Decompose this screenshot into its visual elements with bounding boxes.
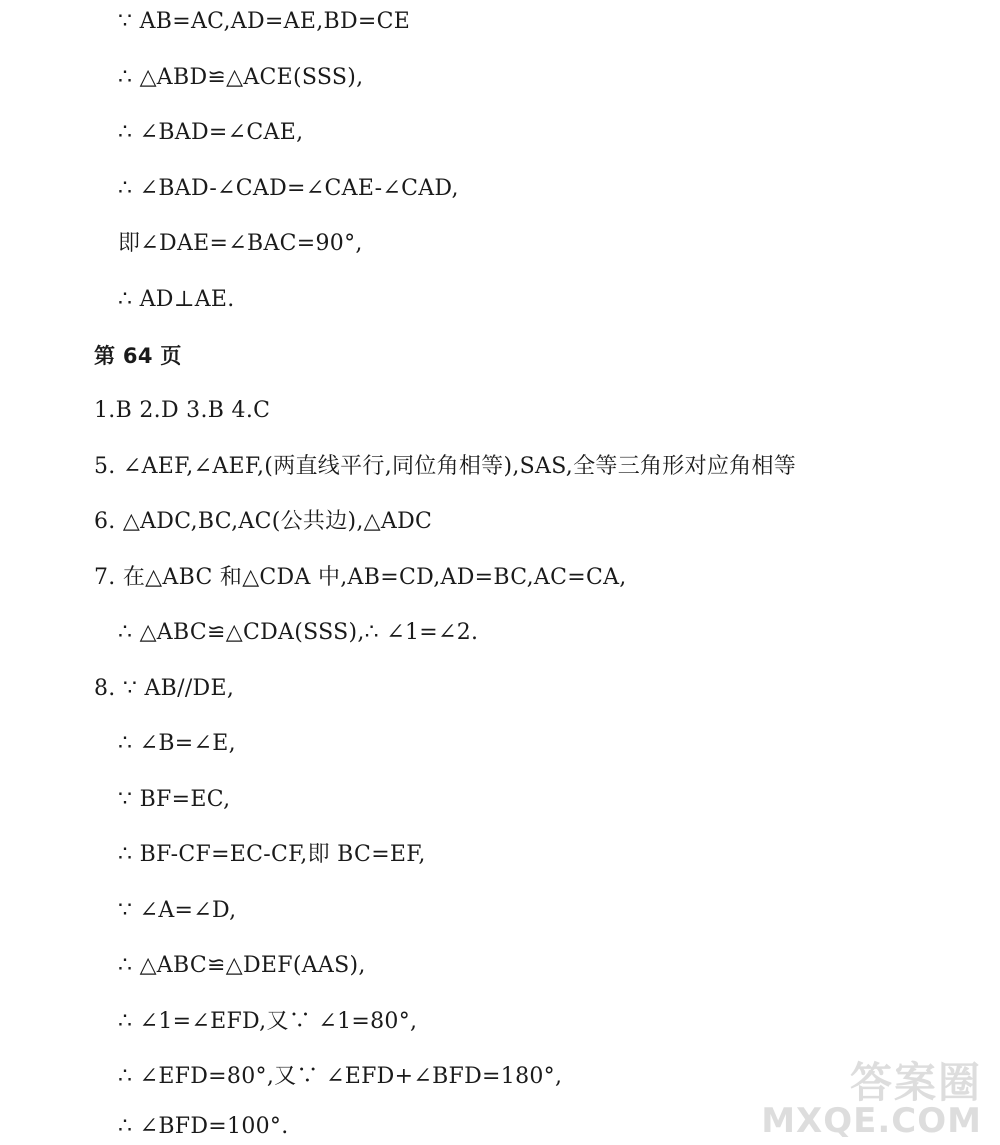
watermark-brand-text: 答案圈 <box>849 1058 982 1107</box>
watermark-logo <box>761 1050 982 1145</box>
proof-line-4: ∴ ∠BAD-∠CAD=∠CAE-∠CAD, <box>118 176 459 201</box>
answer-7: 7. 在△ABC 和△CDA 中,AB=CD,AD=BC,AC=CA, <box>94 565 627 590</box>
answer-8: 8. ∵ AB//DE, <box>94 676 235 701</box>
answer-8-line-4: ∴ BF-CF=EC-CF,即 BC=EF, <box>118 842 426 867</box>
answer-8-line-9: ∴ ∠BFD=100°. <box>118 1114 289 1139</box>
answer-8-line-6: ∴ △ABC≌△DEF(AAS), <box>118 953 366 978</box>
answer-7-cont: ∴ △ABC≌△CDA(SSS),∴ ∠1=∠2. <box>118 620 479 645</box>
proof-line-3: ∴ ∠BAD=∠CAE, <box>118 120 304 145</box>
answer-8-line-5: ∵ ∠A=∠D, <box>118 898 237 923</box>
answer-8-line-7: ∴ ∠1=∠EFD,又∵ ∠1=80°, <box>118 1009 418 1034</box>
answer-8-line-8: ∴ ∠EFD=80°,又∵ ∠EFD+∠BFD=180°, <box>118 1064 563 1089</box>
answer-8-line-2: ∴ ∠B=∠E, <box>118 731 236 756</box>
answer-1-4: 1.B 2.D 3.B 4.C <box>94 398 271 423</box>
answer-6: 6. △ADC,BC,AC(公共边),△ADC <box>94 509 433 534</box>
proof-line-5: 即∠DAE=∠BAC=90°, <box>118 231 363 256</box>
page-heading: 第 64 页 <box>94 344 182 368</box>
proof-line-1: ∵ AB=AC,AD=AE,BD=CE <box>118 9 411 34</box>
watermark-domain-text: MXQE.COM <box>761 1101 982 1141</box>
proof-line-6: ∴ AD⊥AE. <box>118 287 235 312</box>
answer-8-line-3: ∵ BF=EC, <box>118 787 231 812</box>
answer-5: 5. ∠AEF,∠AEF,(两直线平行,同位角相等),SAS,全等三角形对应角相等 <box>94 454 797 479</box>
proof-line-2: ∴ △ABD≌△ACE(SSS), <box>118 65 364 90</box>
